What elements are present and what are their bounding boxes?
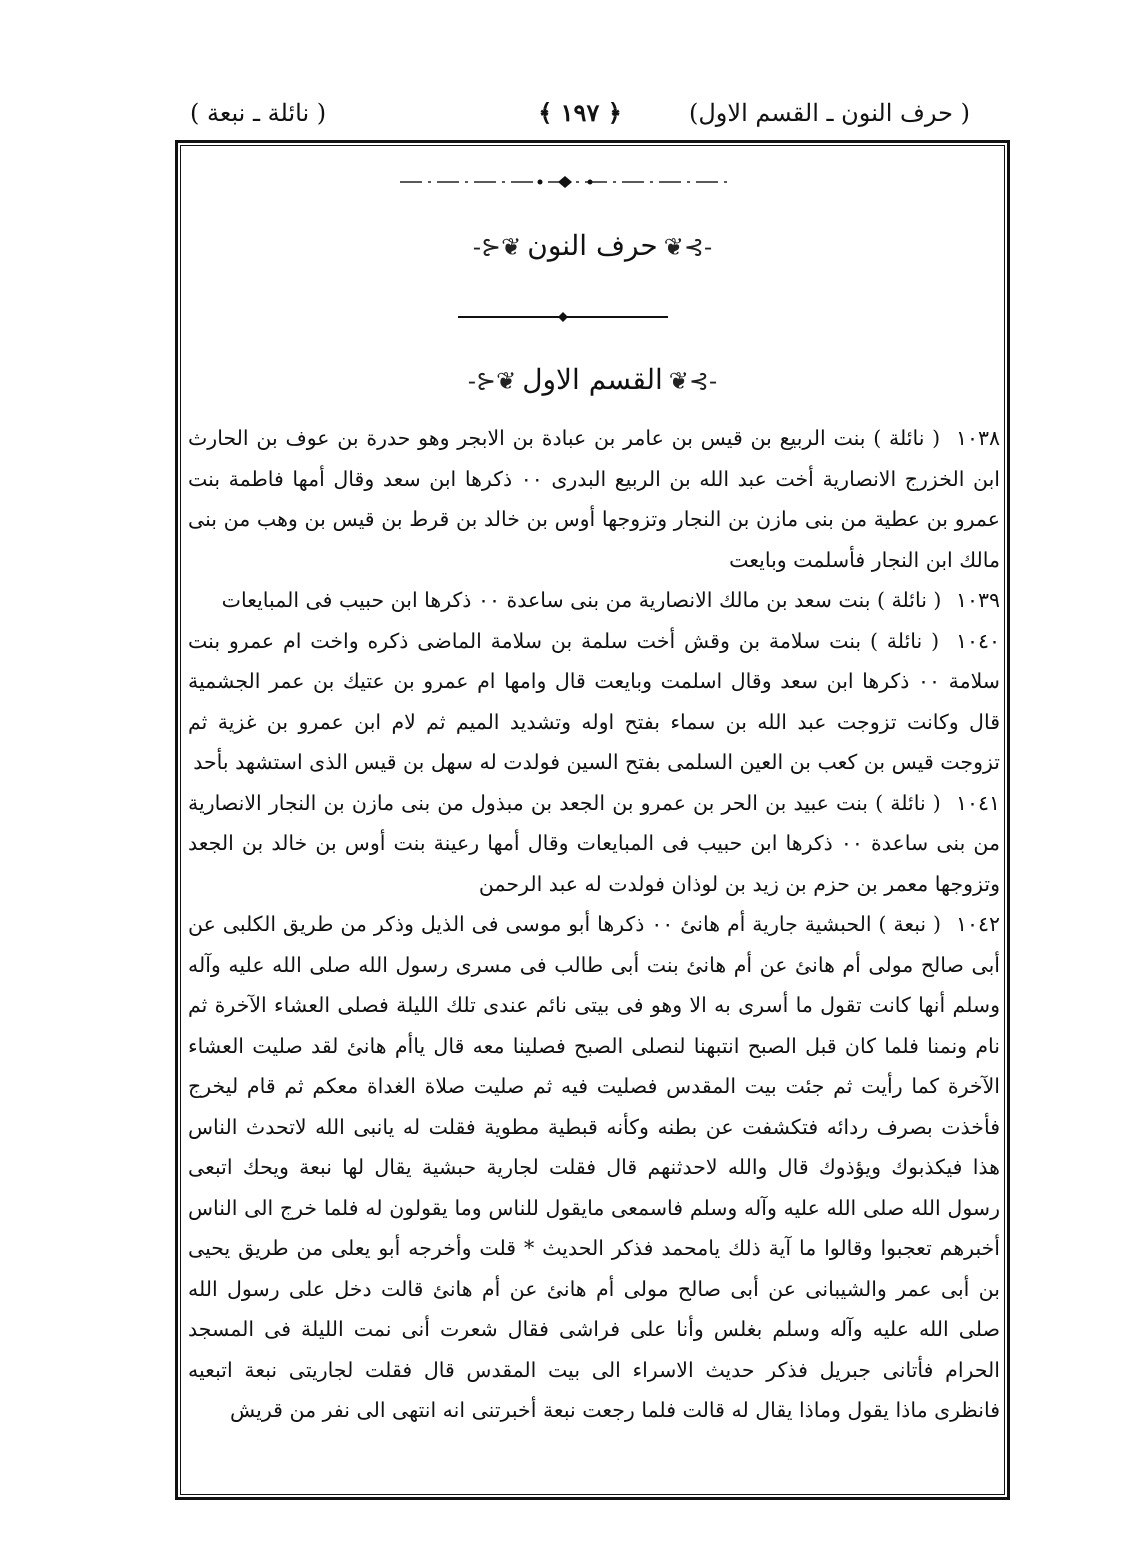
entry-1041 <box>188 783 1000 905</box>
entry-number: ١٠٣٩ <box>955 588 1000 612</box>
running-title-left: ( نائلة ـ نبعة ) <box>190 99 327 127</box>
entry-1039 <box>188 580 1000 621</box>
entry-1038 <box>188 418 1000 580</box>
entry-number: ١٠٤٢ <box>955 912 1000 936</box>
entry-number: ١٠٤١ <box>955 790 1000 815</box>
entry-text: ( نبعة ) الحبشية جارية أم هانئ ٠٠ ذكرها أبو موسى فى الذيل وذكر من طريق الكلبى عن أبى صالح مولى أم هانئ عن أم هانئ بنت أبى طالب فى مسرى رسول الله صلى الله عليه وآله وسلم أنها كانت تقول ما أسرى به الا وهو فى بيتى نائم عندى تلك الليلة فصلى العشاء الآخرة ثم نام ونمنا فلما كان قبل الصبح انتبهنا لنصلى الصبح فصلينا معه قال ياأم هانئ لقد صليت العشاء الآخرة كما رأيت ثم جئت بيت المقدس فصليت فيه ثم صليت صلاة الغداة معكم ثم قام ليخرج فأخذت بصرف ردائه فتكشفت عن بطنه وكأنه قبطية مطوية فقلت له يانبى الله لاتحدث الناس هذا فيكذبوك ويؤذوك قال والله لاحدثنهم قال فقلت لجارية حبشية يقال لها نبعة ويحك اتبعى رسول الله صلى الله عليه وآله وسلم فاسمعى مايقول للناس وما يقولون له فلما خرج الى الناس أخبرهم تعجبوا وقالوا ما آية ذلك يامحمد فذكر الحديث * قلت وأخرجه أبو يعلى من طريق يحيى بن أبى عمر والشيبانى عن أبى صالح مولى أم هانئ عن أم هانئ قالت دخل على رسول الله صلى الله عليه وآله وسلم بغلس وأنا على فراشى فقال شعرت أنى نمت الليلة فى المسجد الحرام فأتانى جبريل فذكر حديث الاسراء الى بيت المقدس قال فقلت لجاريتى نبعة اتبعيه فانظرى ماذا يقول وماذا يقال له قالت فلما رجعت نبعة أخبرتنى انه انتهى الى نفر من قريش <box>188 912 1000 1422</box>
entries-body <box>188 418 1000 1431</box>
subsection-heading <box>185 360 1000 401</box>
divider-ornament <box>458 312 668 322</box>
entry-1040 <box>188 621 1000 783</box>
entry-number: ١٠٤٠ <box>955 628 1000 653</box>
page-header <box>190 92 970 134</box>
entry-1042 <box>188 904 1000 1431</box>
flourish-icon: -⊱❦ <box>668 367 718 395</box>
entry-text: ( نائلة ) بنت عبيد بن الحر بن عمرو بن الجعد بن مبذول من بنى مازن بن النجار الانصارية من بنى ساعدة ٠٠ ذكرها ابن حبيب فى المبايعات وقال أمها رعينة بنت أوس بن خالد بن الجعد وتزوجها معمر بن حزم بن زيد بن لوذان فولدت له عبد الرحمن <box>188 790 1000 896</box>
top-ornament <box>400 175 730 189</box>
subsection-title: القسم الاول <box>522 363 663 396</box>
section-title: حرف النون <box>527 229 658 262</box>
flourish-icon: ❦⊰- <box>467 367 517 395</box>
running-title-right: ( حرف النون ـ القسم الاول) <box>689 99 970 127</box>
section-heading <box>185 226 1000 267</box>
flourish-icon: -⊱❦ <box>663 233 713 261</box>
page-number: ﴿ ١٩٧ ﴾ <box>538 98 622 127</box>
entry-text: ( نائلة ) بنت سلامة بن وقش أخت سلمة بن سلامة الماضى ذكره واخت ام عمرو بنت سلامة ٠٠ ذكرها ابن سعد وقال اسلمت وبايعت قال وامها ام عمرو بن عتيك بن عمر الجشمية قال وكانت تزوجت عبد الله بن سماء بفتح اوله وتشديد الميم ثم لام ابن عمرو بن غزية ثم تزوجت قيس بن كعب بن العين السلمى بفتح السين فولدت له سهل بن قيس الذى استشهد بأحد <box>188 628 1000 774</box>
entry-text: ( نائلة ) بنت سعد بن مالك الانصارية من بنى ساعدة ٠٠ ذكرها ابن حبيب فى المبايعات <box>221 588 942 612</box>
entry-number: ١٠٣٨ <box>955 426 1000 450</box>
flourish-icon: ❦⊰- <box>472 233 522 261</box>
entry-text: ( نائلة ) بنت الربيع بن قيس بن عامر بن عبادة بن الابجر وهو حدرة بن عوف بن الحارث ابن الخزرج الانصارية أخت عبد الله بن الربيع البدرى ٠٠ ذكرها ابن سعد وقال أمها فاطمة بنت عمرو بن عطية من بنى مازن بن النجار وتزوجها أوس بن خالد بن قرط بن قيس بن وهب من بنى مالك ابن النجار فأسلمت وبايعت <box>188 426 1000 572</box>
